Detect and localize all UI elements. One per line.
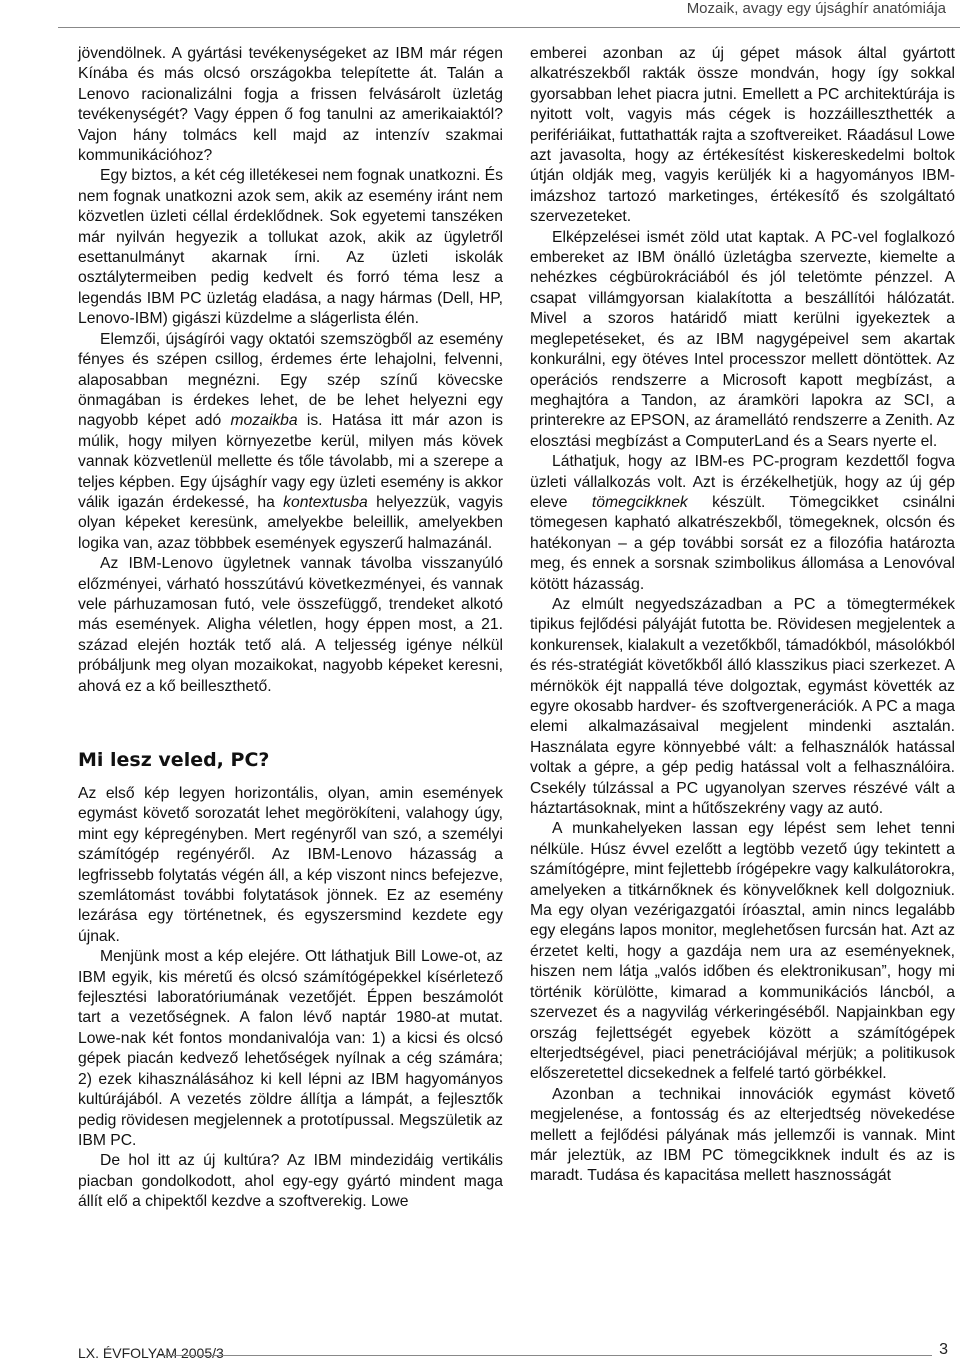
- left-paragraph-3-text-c: helyezzük, vagyis olyan képeket keresünk, amelyekbe beleillik, amelyekben logika van, azaz többbek események egyszerű halmazánál.: [78, 493, 503, 552]
- left-paragraph-2: Egy biztos, a két cég illetékesei nem fognak unatkozni. És nem fognak unatkozni azok sem, akik az esemény iránt nem közvetlen üzleti céllal érdeklődnek. Sok egyetemi tanszéken már nyilván hegyezik a tollukat azok, akik az ügyletről esettanulmányt akarnak írni. Az üzleti iskolák osztálytermeiben pedig kedvelt és forró téma lesz a legendás IBM PC üzletág eladása, a nagy hármas (Dell, HP, Lenovo-IBM) gigászi küzdelme a slágerlista élén.: [78, 167, 503, 328]
- header-rule: [58, 27, 960, 28]
- right-paragraph-1: emberei azonban az új gépet mások által gyártott alkatrészekből rakták össze mondván, hogy így sokkal gyorsabban lehet piacra jutni. Emellett a PC architektúrája is nyitott volt, vagyis más cégek is hozzáilleszthették a perifériáikat, futtathatták rajta a szoftvereiket. Ráadásul Lowe azt javasolta, hogy az értékesítést kiskereskedelmi boltok útján oldják meg, vagyis kerüljék ki a hagyományos IBM-imázshoz tartozó marketinges, értékesítő és szolgáltató szervezeteket.: [530, 45, 955, 226]
- emphasis-mozaikba: mozaikba: [230, 412, 298, 430]
- running-title: Mozaik, avagy egy újsághír anatómiája: [686, 0, 946, 17]
- left-paragraph-7: De hol itt az új kultúra? Az IBM mindezidáig vertikális piacban gondolkodott, ahol egy-egy gyártó mindent maga állít elő a chipektől kezdve a szoftverekig. Lowe: [78, 1152, 503, 1211]
- left-paragraph-3-text-a: Elemzői, újságírói vagy oktatói szemszögből az esemény fényes és szépen csillog, érdemes érte lehajolni, felvenni, alaposabban megnézni. Egy szép színű kövecske önmagában is érdekes lehet, de be lehet helyezni egy nagyobb képet adó: [78, 330, 503, 430]
- left-column: [78, 44, 503, 1213]
- left-paragraph-4: Az IBM-Lenovo ügyletnek vannak távolba visszanyúló előzményei, várható hosszútávú következményei, és vannak vele párhuzamosan futó, vele összefüggő, trendeket alkotó más események. Aligha véletlen, hogy éppen most, a 21. század elején hozták tető alá. A teljesség igénye nélkül próbáljunk meg olyan mozaikokat, nagyobb képeket keresni, ahová ez a kő beilleszthető.: [78, 555, 503, 695]
- right-paragraph-6: Azonban a technikai innovációk egymást követő megjelenése, a fontosság és az elterjedtség növekedése mellett a fejlődési pályának más jellemzői is vannak. Mint már jeleztük, az IBM PC tömegcikknek indult és az is maradt. Tudása és kapacitása mellett hasznosságát: [530, 1085, 955, 1185]
- emphasis-kontextusba: kontextusba: [283, 493, 368, 511]
- footer-rule: [158, 1355, 932, 1356]
- right-paragraph-2: Elképzelései ismét zöld utat kaptak. A PC-vel foglalkozó embereket az IBM önálló üzletágba szervezte, kiemelte a nehézkes cégbürokráciából és jól teletömte pénzzel. A csapat villámgyorsan kialakította a beszállítói hálózatát. Mivel a szoros határidő miatt kerülni igyekeztek a meglepetéseket, és az IBM nagygépeivel sem akartak konkurálni, egy ötéves Intel processzor mellett döntöttek. Az operációs rendszerre a Microsoft kapott megbízást, a meghajtóra a Tandon, az áramköri lapokra az SCI, a printerekre az EPSON, az áramellátó rendszerre a Zenith. Az elosztási megbízást a ComputerLand és a Sears nyerte el.: [530, 228, 955, 450]
- left-paragraph-5: Az első kép legyen horizontális, olyan, amin események egymást követő sorozatát lehet megörökíteni, valahogy úgy, mint egy képregényben. Mert regényről van szó, a személyi számítógép regényéről. Az IBM-Lenovo házasság a legfrissebb folytatás végén áll, a kép viszont nincs befejezve, szemlátomást további folytatások jönnek. Ez az esemény lezárása egy történetnek, és egyszersmind kezdete egy újnak.: [78, 785, 503, 945]
- left-paragraph-6: Menjünk most a kép elejére. Ott láthatjuk Bill Lowe-ot, az IBM egyik, kis méretű és olcsó számítógépekkel kísérletező fejlesztési laboratóriumának vezetőjét. Éppen beszámolót tart a vezetőségnek. A falon lévő naptár 1980-at mutat. Lowe-nak két fontos mondanivalója van: 1) a kicsi és olcsó gépek piacán kedvező lehetőségek nyílnak a cég számára; 2) ezek kihasználásához ki kell lépni az IBM hagyományos kultúrájából. A vezetés zöldre állítja a lámpát, a fejlesztők pedig rövidesen megjelennek a prototípussal. Megszületik az IBM PC.: [78, 948, 503, 1149]
- page-number: 3: [939, 1341, 948, 1358]
- right-column: [530, 44, 955, 1187]
- right-paragraph-5: A munkahelyeken lassan egy lépést sem lehet tenni nélküle. Húsz évvel ezelőtt a legtöbb vezető úgy tekintett a számítógépre, mint fejlettebb írógépekre vagy kalkulátorokra, amelyeken a titkárnőknek és könyvelőknek kell dolgozniuk. Ma egy olyan vezérigazgatói íróasztal, amin nincs legalább egy elegáns lapos monitor, meglehetősen furcsán hat. Azt az érzetet kelti, hogy a gazdája nem ura az eseményeknek, hiszen nem látja „valós időben és elektronikusan”, hogy mi történik körülötte, kimarad a kommunikációs láncból, a szervezet és a nagyvilág vérkeringéséből. Napjainkban egy ország fejlettségét egyebek között a számítógépek elterjedtségével, piaci penetrációjával mérjük; a politikusok előszeretettel dicsekednek a felfelé tartó görbékkel.: [530, 820, 955, 1083]
- footer-issue: LX. ÉVFOLYAM 2005/3: [78, 1345, 224, 1361]
- right-paragraph-3: [530, 452, 955, 595]
- left-paragraph-3-text-b: is. Hatása itt már azon is múlik, hogy milyen környezetbe kerül, milyen más kövek vannak közvetlenül mellette és tőle távolabb, mi a szerepe a teljes képben. Egy újsághír vagy egy üzleti esemény is akkor válik igazán érdekessé, ha: [78, 412, 503, 511]
- right-paragraph-4: Az elmúlt negyedszázadban a PC a tömegtermékek tipikus fejlődési pályáját futotta be. Rövidesen megjelentek a konkurensek, kialakult a vezetőkből, támadókból, másolókból és rés-stratégiát követőkből álló klasszikus piaci szerkezet. A mérnökök éjt nappallá téve dolgoztak, egymást követték az egyre okosabb hardver- és szoftvergenerációk. A PC a maga elemi alkalmazásaival megjelent mindenki asztalán. Használata egyre könnyebbé vált: a felhasználók hatással voltak a gépre, a gép pedig hatással volt a felhasználóira. Csekély túlzással a PC ugyanolyan szerves részévé vált a háztartásoknak, mint a hűtőszekrény vagy az autó.: [530, 595, 955, 818]
- emphasis-tomegcikknek: tömegcikknek: [591, 493, 688, 511]
- right-paragraph-3-text-a: Láthatjuk, hogy az IBM-es PC-program kezdettől fogva üzleti vállalkozás volt. Azt is érzékelhetjük, hogy az új gép eleve: [530, 453, 955, 511]
- left-paragraph-1: jövendölnek. A gyártási tevékenységeket az IBM már régen Kínába és más olcsó országokba telepítette át. Talán a Lenovo racionalizálni fogja a frissen felvásárolt üzletág tevékenységét? Vagy éppen ő fog tanulni az amerikaiaktól? Vajon hány tolmács kell majd az intenzív szakmai kommunikációhoz?: [78, 45, 503, 165]
- left-paragraph-3: [78, 330, 503, 554]
- right-paragraph-3-text-b: készült. Tömegcikket csinálni tömegesen kapható alkatrészekből, tömegeknek, olcsón és hatékonyan – a gép további sorsát ez a filozófia határozta meg, és ennek a sorsnak szimbolikus állomása a Lenovóval kötött házasság.: [530, 493, 955, 593]
- section-heading: Mi lesz veled, PC?: [78, 749, 270, 771]
